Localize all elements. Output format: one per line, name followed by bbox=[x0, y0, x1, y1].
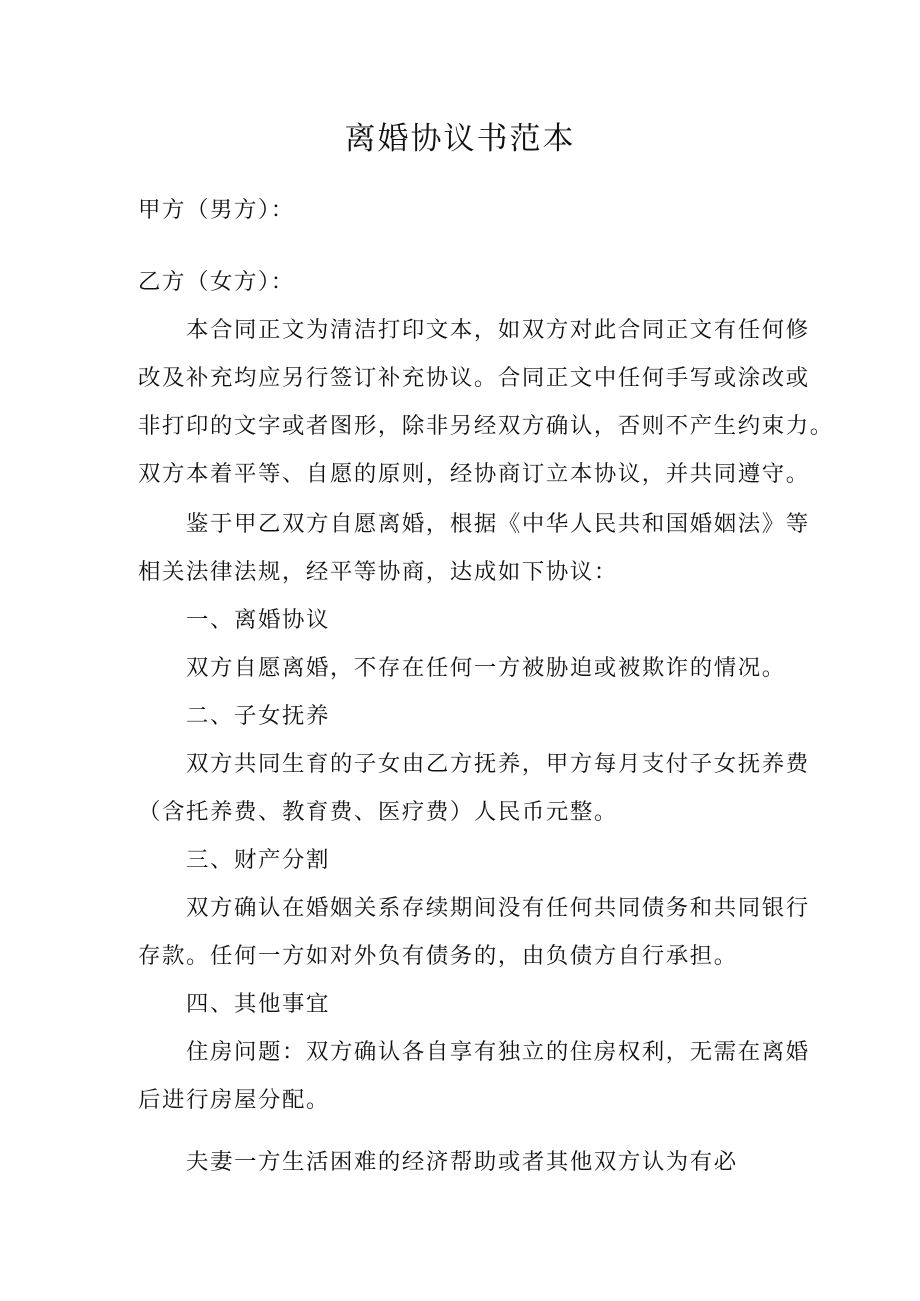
section-text: 双方自愿离婚，不存在任何一方被胁迫或被欺诈的情况。 bbox=[186, 655, 786, 681]
document-title: 离婚协议书范本 bbox=[344, 121, 576, 157]
intro-line: 双方本着平等、自愿的原则，经协商订立本协议，并共同遵守。 bbox=[138, 461, 810, 487]
section-text: 双方确认在婚姻关系存续期间没有任何共同债务和共同银行 bbox=[186, 895, 810, 921]
section-text: 后进行房屋分配。 bbox=[138, 1087, 330, 1113]
section-heading-property-division: 三、财产分割 bbox=[186, 847, 330, 873]
closing-line: 夫妻一方生活困难的经济帮助或者其他双方认为有必 bbox=[186, 1149, 738, 1175]
section-heading-child-custody: 二、子女抚养 bbox=[186, 703, 330, 729]
section-text: （含托养费、教育费、医疗费）人民币元整。 bbox=[138, 799, 618, 825]
section-heading-divorce: 一、离婚协议 bbox=[186, 607, 330, 633]
intro-line: 本合同正文为清洁打印文本，如双方对此合同正文有任何修 bbox=[186, 317, 810, 343]
section-text: 住房问题：双方确认各自享有独立的住房权利，无需在离婚 bbox=[186, 1039, 810, 1065]
section-heading-other-matters: 四、其他事宜 bbox=[186, 991, 330, 1017]
party-b-label: 乙方（女方）： bbox=[138, 269, 295, 295]
party-a-label: 甲方（男方）： bbox=[138, 197, 295, 223]
intro-line: 改及补充均应另行签订补充协议。合同正文中任何手写或涂改或 bbox=[138, 365, 810, 391]
section-text: 双方共同生育的子女由乙方抚养，甲方每月支付子女抚养费 bbox=[186, 751, 810, 777]
section-text: 存款。任何一方如对外负有债务的，由负债方自行承担。 bbox=[138, 943, 738, 969]
intro-line: 非打印的文字或者图形，除非另经双方确认，否则不产生约束力。 bbox=[138, 413, 834, 439]
basis-line: 相关法律法规，经平等协商，达成如下协议： bbox=[138, 559, 618, 585]
basis-line: 鉴于甲乙双方自愿离婚，根据《中华人民共和国婚姻法》等 bbox=[186, 511, 810, 537]
